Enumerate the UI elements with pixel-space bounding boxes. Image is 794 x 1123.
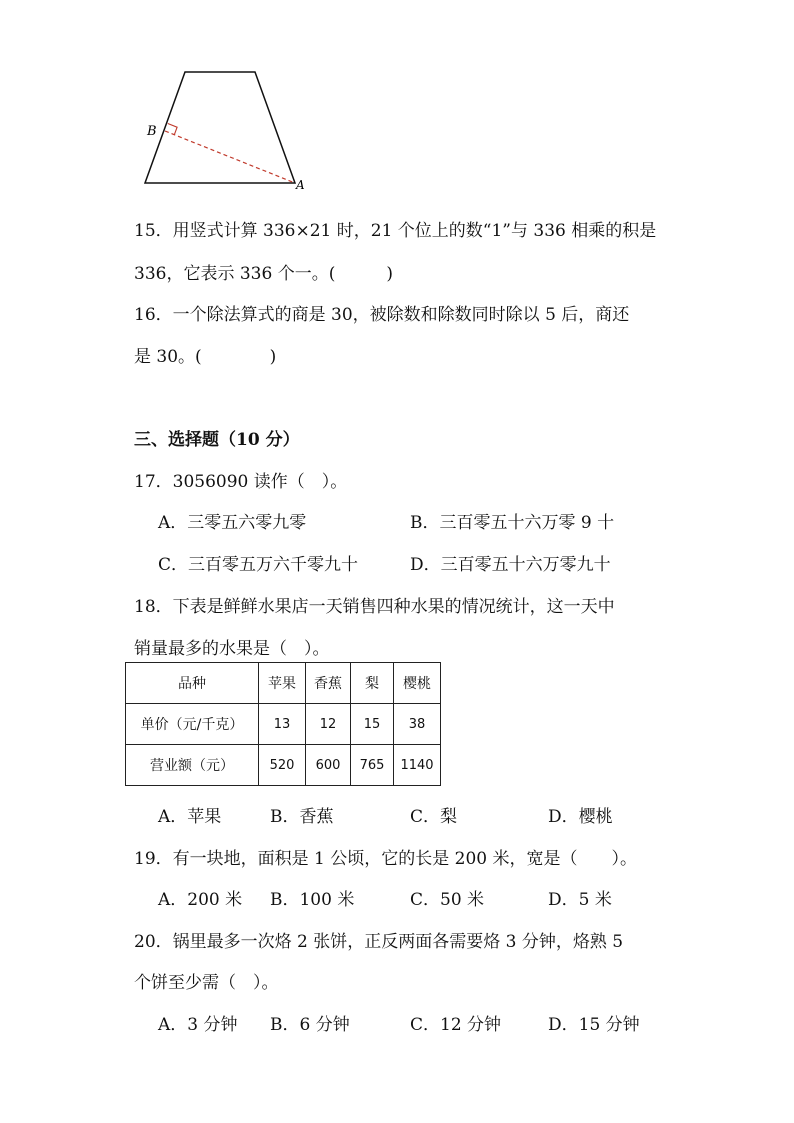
height-dashed-line <box>165 131 295 183</box>
q19-option-a: A．200 米 <box>158 890 243 910</box>
table-header-cell: 梨 <box>351 663 394 704</box>
table-cell: 1140 <box>394 745 441 786</box>
q18-option-a: A．苹果 <box>158 807 222 827</box>
q16-line1: 16．一个除法算式的商是 30，被除数和除数同时除以 5 后，商还 <box>134 305 630 325</box>
q20-option-b: B．6 分钟 <box>270 1015 350 1035</box>
q20-option-d: D．15 分钟 <box>548 1015 640 1035</box>
q18-option-d: D．樱桃 <box>548 807 613 827</box>
q17-option-d: D．三百零五十六万零九十 <box>410 555 611 575</box>
table-cell: 765 <box>351 745 394 786</box>
q17-option-c: C．三百零五万六千零九十 <box>158 555 359 575</box>
table-cell: 单价（元/千克） <box>126 704 259 745</box>
q15-line1: 15．用竖式计算 336×21 时，21 个位上的数“1”与 336 相乘的积是 <box>134 221 657 241</box>
fruit-sales-table <box>125 662 441 786</box>
q19-stem: 19．有一块地，面积是 1 公顷，它的长是 200 米，宽是（ ）。 <box>134 849 638 869</box>
section-title: 三、选择题（10 分） <box>134 430 300 450</box>
table-cell: 520 <box>259 745 306 786</box>
table-row <box>126 745 441 786</box>
trapezoid-outline <box>145 72 295 183</box>
table-header-cell: 香蕉 <box>306 663 351 704</box>
label-b: B <box>147 124 157 139</box>
trapezoid-figure <box>130 62 320 197</box>
q19-option-b: B．100 米 <box>270 890 355 910</box>
table-header-cell: 苹果 <box>259 663 306 704</box>
q20-option-c: C．12 分钟 <box>410 1015 502 1035</box>
table-header-row <box>126 663 441 704</box>
label-a: A <box>296 178 305 192</box>
table-row <box>126 704 441 745</box>
q20-line2: 个饼至少需（ ）。 <box>134 973 279 993</box>
q20-option-a: A．3 分钟 <box>158 1015 238 1035</box>
table-cell: 12 <box>306 704 351 745</box>
q18-option-c: C．梨 <box>410 807 458 827</box>
table-header-cell: 樱桃 <box>394 663 441 704</box>
q17-stem: 17．3056090 读作（ ）。 <box>134 472 348 492</box>
table-cell: 15 <box>351 704 394 745</box>
q19-option-d: D．5 米 <box>548 890 612 910</box>
table-header-cell: 品种 <box>126 663 259 704</box>
table-cell: 13 <box>259 704 306 745</box>
q18-option-b: B．香蕉 <box>270 807 334 827</box>
q16-line2: 是 30。( ) <box>134 347 277 367</box>
table-cell: 38 <box>394 704 441 745</box>
q20-line1: 20．锅里最多一次烙 2 张饼，正反两面各需要烙 3 分钟，烙熟 5 <box>134 932 624 952</box>
table-cell: 600 <box>306 745 351 786</box>
q15-line2: 336，它表示 336 个一。( ) <box>134 264 393 284</box>
right-angle-mark <box>168 124 177 135</box>
q19-option-c: C．50 米 <box>410 890 485 910</box>
q18-line1: 18．下表是鲜鲜水果店一天销售四种水果的情况统计，这一天中 <box>134 597 615 617</box>
q17-option-b: B．三百零五十六万零 9 十 <box>410 513 615 533</box>
q18-line2: 销量最多的水果是（ ）。 <box>134 639 330 659</box>
table-cell: 营业额（元） <box>126 745 259 786</box>
q17-option-a: A．三零五六零九零 <box>158 513 307 533</box>
